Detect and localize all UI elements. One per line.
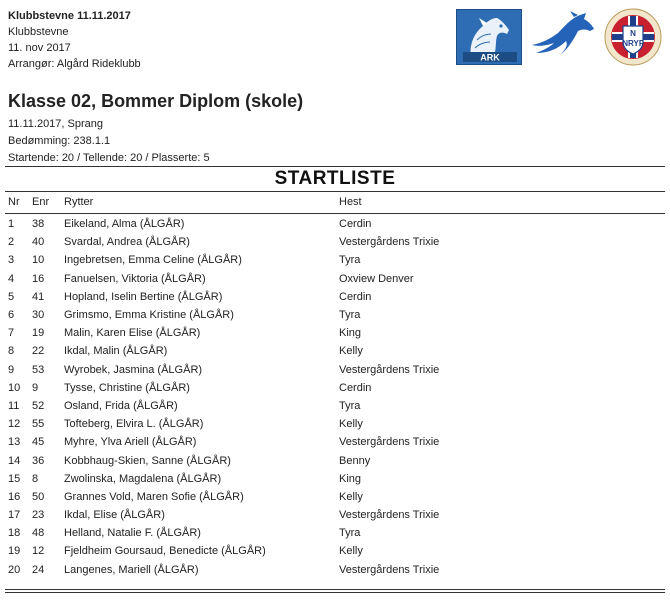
club-logo (456, 9, 522, 65)
cell-horse: Cerdin (339, 290, 372, 303)
table-row (8, 361, 663, 379)
cell-enr: 30 (32, 309, 45, 322)
header-horse: Hest (339, 196, 362, 208)
cell-horse: Tyra (339, 254, 361, 267)
cell-rider: Eikeland, Alma (ÅLGÅR) (64, 218, 185, 231)
table-row (8, 561, 663, 579)
jumping-horse-logo (530, 9, 596, 65)
class-title: Klasse 02, Bommer Diplom (skole) (8, 91, 304, 111)
cell-horse: Vestergårdens Trixie (339, 236, 440, 249)
cell-rider: Fjeldheim Goursaud, Benedicte (ÅLGÅR) (64, 545, 266, 558)
cell-horse: Vestergårdens Trixie (339, 563, 440, 576)
table-row (8, 379, 663, 397)
cell-nr: 5 (8, 290, 15, 303)
cell-enr: 8 (32, 472, 39, 485)
cell-enr: 55 (32, 418, 45, 431)
header-enr: Enr (32, 196, 50, 208)
table-row (8, 506, 663, 524)
cell-horse: Tyra (339, 527, 361, 540)
cell-nr: 10 (8, 381, 21, 394)
cell-enr: 22 (32, 345, 45, 358)
event-subtitle: Klubbstevne (8, 26, 69, 38)
cell-nr: 3 (8, 254, 15, 267)
cell-horse: Vestergårdens Trixie (339, 436, 440, 449)
table-row (8, 233, 663, 251)
cell-nr: 13 (8, 436, 21, 449)
nryf-logo (604, 8, 662, 66)
logo-strip (456, 8, 662, 66)
jumping-horse-icon (530, 9, 596, 65)
table-row (8, 397, 663, 415)
list-title: STARTLISTE (274, 168, 396, 189)
cell-rider: Hopland, Iselin Bertine (ÅLGÅR) (64, 290, 223, 303)
event-header (8, 8, 141, 72)
table-header-row (8, 193, 663, 211)
cell-nr: 6 (8, 309, 15, 322)
cell-enr: 16 (32, 272, 45, 285)
cell-rider: Grannes Vold, Maren Sofie (ÅLGÅR) (64, 490, 244, 503)
cell-rider: Helland, Natalie F. (ÅLGÅR) (64, 527, 201, 540)
cell-enr: 53 (32, 363, 45, 376)
cell-nr: 18 (8, 527, 21, 540)
nryf-n-text: N (630, 29, 636, 38)
cell-rider: Ikdal, Elise (ÅLGÅR) (64, 509, 165, 522)
cell-enr: 40 (32, 236, 45, 249)
event-date: 11. nov 2017 (8, 42, 71, 54)
event-title: Klubbstevne 11.11.2017 (8, 10, 131, 22)
cell-enr: 50 (32, 490, 45, 503)
nryf-logo-text: NRYF (622, 39, 644, 48)
cell-horse: Cerdin (339, 381, 372, 394)
cell-enr: 23 (32, 509, 45, 522)
cell-nr: 1 (8, 218, 15, 231)
cell-enr: 24 (32, 563, 45, 576)
cell-rider: Grimsmo, Emma Kristine (ÅLGÅR) (64, 309, 234, 322)
class-counts: Startende: 20 / Tellende: 20 / Plasserte: 5 (8, 152, 210, 164)
cell-rider: Malin, Karen Elise (ÅLGÅR) (64, 327, 201, 340)
table-row (8, 433, 663, 451)
cell-rider: Zwolinska, Magdalena (ÅLGÅR) (64, 472, 222, 485)
cell-nr: 4 (8, 272, 15, 285)
cell-rider: Myhre, Ylva Ariell (ÅLGÅR) (64, 436, 197, 449)
table-row (8, 415, 663, 433)
cell-nr: 16 (8, 490, 21, 503)
table-row (8, 524, 663, 542)
cell-rider: Langenes, Mariell (ÅLGÅR) (64, 563, 199, 576)
cell-enr: 12 (32, 545, 45, 558)
cell-nr: 17 (8, 509, 21, 522)
cell-horse: Benny (339, 454, 371, 467)
cell-horse: King (339, 327, 362, 340)
cell-rider: Svardal, Andrea (ÅLGÅR) (64, 236, 190, 249)
cell-enr: 48 (32, 527, 45, 540)
header-nr: Nr (8, 196, 20, 208)
horse-head-icon (457, 10, 523, 66)
nryf-crest-icon (604, 8, 662, 66)
cell-rider: Fanuelsen, Viktoria (ÅLGÅR) (64, 272, 206, 285)
header-rider: Rytter (64, 196, 94, 208)
cell-horse: Tyra (339, 399, 361, 412)
cell-horse: Tyra (339, 309, 361, 322)
cell-rider: Wyrobek, Jasmina (ÅLGÅR) (64, 363, 203, 376)
cell-horse: King (339, 472, 362, 485)
cell-nr: 8 (8, 345, 15, 358)
table-row (8, 270, 663, 288)
cell-nr: 11 (8, 399, 20, 412)
divider-bottom-1 (5, 589, 665, 590)
cell-horse: Kelly (339, 345, 363, 358)
divider-bottom-2 (5, 592, 665, 593)
cell-horse: Vestergårdens Trixie (339, 363, 440, 376)
cell-nr: 20 (8, 563, 21, 576)
cell-nr: 7 (8, 327, 15, 340)
cell-enr: 41 (32, 290, 45, 303)
cell-enr: 36 (32, 454, 45, 467)
cell-rider: Tysse, Christine (ÅLGÅR) (64, 381, 190, 394)
cell-enr: 38 (32, 218, 45, 231)
table-row (8, 306, 663, 324)
divider-top (5, 166, 665, 167)
cell-enr: 19 (32, 327, 45, 340)
table-body (8, 211, 663, 579)
cell-horse: Cerdin (339, 218, 372, 231)
table-row (8, 488, 663, 506)
class-info (8, 116, 210, 167)
cell-nr: 2 (8, 236, 15, 249)
table-row (8, 251, 663, 269)
cell-horse: Kelly (339, 418, 363, 431)
cell-rider: Tofteberg, Elvira L. (ÅLGÅR) (64, 418, 204, 431)
table-row (8, 211, 663, 233)
cell-nr: 14 (8, 454, 21, 467)
cell-nr: 19 (8, 545, 21, 558)
cell-enr: 45 (32, 436, 45, 449)
cell-nr: 12 (8, 418, 21, 431)
cell-horse: Kelly (339, 545, 363, 558)
table-row (8, 342, 663, 360)
cell-horse: Vestergårdens Trixie (339, 509, 440, 522)
table-row (8, 288, 663, 306)
start-list-table (8, 193, 663, 579)
table-row (8, 451, 663, 469)
table-row (8, 470, 663, 488)
cell-enr: 10 (32, 254, 45, 267)
table-row (8, 542, 663, 560)
club-logo-text: ARK (480, 52, 500, 63)
cell-rider: Ikdal, Malin (ÅLGÅR) (64, 345, 168, 358)
table-row (8, 324, 663, 342)
event-organizer: Arrangør: Algård Rideklubb (8, 58, 141, 70)
cell-nr: 9 (8, 363, 15, 376)
class-date-type: 11.11.2017, Sprang (8, 118, 104, 130)
cell-rider: Kobbhaug-Skien, Sanne (ÅLGÅR) (64, 454, 231, 467)
cell-rider: Ingebretsen, Emma Celine (ÅLGÅR) (64, 254, 242, 267)
cell-enr: 9 (32, 381, 39, 394)
cell-rider: Osland, Frida (ÅLGÅR) (64, 399, 178, 412)
cell-enr: 52 (32, 399, 45, 412)
cell-horse: Kelly (339, 490, 363, 503)
cell-horse: Oxview Denver (339, 272, 414, 285)
divider-under-header (5, 213, 665, 214)
class-judging: Bedømming: 238.1.1 (8, 135, 111, 147)
divider-under-title (5, 191, 665, 192)
cell-nr: 15 (8, 472, 21, 485)
